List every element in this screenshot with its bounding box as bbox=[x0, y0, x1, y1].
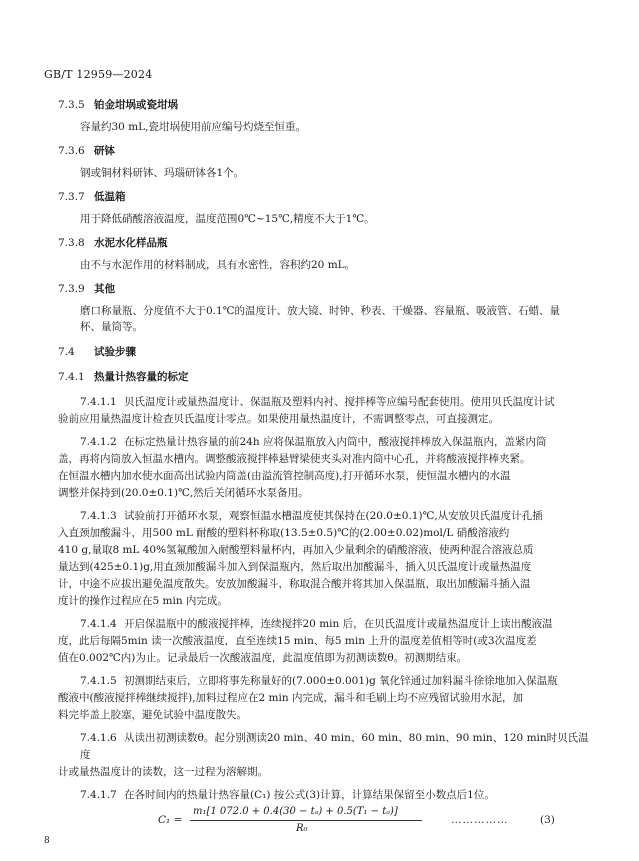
paragraph-line bbox=[58, 451, 598, 468]
fraction-bar bbox=[190, 820, 422, 821]
paragraph-line bbox=[58, 650, 598, 667]
procedure-paragraph bbox=[58, 508, 598, 610]
section-body-line: 钢或铜材料研钵、玛瑙研钵各1个。 bbox=[80, 167, 245, 179]
paragraph-line bbox=[58, 468, 598, 485]
paragraph-text: 酸液中(酸液搅拌棒继续搅拌),加料过程应在2 min 内完成，漏斗和毛刷上均不应残留试验用水泥，加 bbox=[58, 692, 523, 704]
paragraph-text: 从读出初测读数θ。起分别测读20 min、40 min、60 min、80 min、90 min、120 min时贝氏温度 bbox=[80, 732, 589, 761]
paragraph-line bbox=[58, 616, 598, 633]
procedure-paragraph bbox=[58, 616, 598, 667]
section-number: 7.3.5 bbox=[58, 99, 85, 111]
paragraph-number: 7.4.1.5 bbox=[80, 675, 117, 687]
subsection-title: 热量计热容量的标定 bbox=[94, 371, 189, 383]
paragraph-number: 7.4.1.7 bbox=[80, 789, 117, 801]
standard-number: GB/T 12959—2024 bbox=[44, 68, 153, 81]
paragraph-text: 盖，再将内筒放入恒温水槽内。调整酸液搅拌棒悬臂梁使夹头对准内筒中心孔，并将酸液搅拌棒夹紧。 bbox=[58, 453, 531, 465]
procedure-paragraph bbox=[58, 434, 598, 502]
section-heading bbox=[58, 144, 598, 159]
paragraph-number: 7.4.1.1 bbox=[80, 396, 117, 408]
paragraph-text: 在标定热量计热容量的前24h 应将保温瓶放入内筒中，酸液搅拌棒放入保温瓶内，盖紧内筒 bbox=[124, 436, 547, 448]
paragraph-text: 入直颈加酸漏斗，用500 mL 耐酸的塑料杯称取(13.5±0.5)℃的(2.00±0.02)mol/L 硝酸溶液约 bbox=[58, 527, 510, 539]
section-body-line: 磨口称量瓶、分度值不大于0.1℃的温度计、放大镜、时钟、秒表、干燥器、容量瓶、吸液管、石蜡、量 bbox=[80, 305, 560, 317]
section-title: 水泥水化样品瓶 bbox=[94, 237, 168, 249]
formula-leader-dots: …………… bbox=[451, 814, 509, 826]
paragraph-text: 量达到(425±0.1)g,用直颈加酸漏斗加入到保温瓶内，然后取出加酸漏斗，插入贝氏温度计或量热温度 bbox=[58, 561, 532, 573]
paragraph-line bbox=[58, 673, 598, 690]
page-number: 8 bbox=[44, 836, 50, 846]
procedure-paragraph bbox=[58, 730, 598, 781]
paragraph-line bbox=[58, 508, 598, 525]
section-title: 其他 bbox=[94, 283, 115, 295]
paragraph-text: 410 g,量取8 mL 40%氢氟酸加入耐酸塑料量杯内，再加入少量剩余的硝酸溶液，使两种混合溶液总质 bbox=[58, 544, 534, 556]
section-heading bbox=[58, 345, 598, 360]
section-heading bbox=[58, 98, 598, 113]
paragraph-line bbox=[58, 559, 598, 576]
procedure-paragraph bbox=[58, 787, 598, 804]
section-heading bbox=[58, 190, 598, 205]
paragraph-text: 初测期结束后，立即将事先称量好的(7.000±0.001)g 氧化锌通过加料漏斗徐徐地加入保温瓶 bbox=[124, 675, 558, 687]
paragraph-line bbox=[58, 485, 598, 502]
paragraph-line bbox=[58, 787, 598, 804]
equipment-sections bbox=[58, 98, 598, 335]
paragraph-text: 在各时间内的热量计热容量(C₁) 按公式(3)计算，计算结果保留至小数点后1位。 bbox=[124, 789, 495, 801]
section-number: 7.3.8 bbox=[58, 237, 85, 249]
equation-number: (3) bbox=[540, 814, 555, 826]
paragraph-line bbox=[58, 633, 598, 650]
formula-3 bbox=[58, 806, 598, 840]
section-title: 试验步骤 bbox=[94, 346, 136, 358]
paragraph-number: 7.4.1.6 bbox=[80, 732, 117, 744]
paragraph-line bbox=[58, 394, 598, 411]
section-body-line: 由不与水泥作用的材料制成，具有水密性，容积约20 mL。 bbox=[80, 259, 356, 271]
paragraph-number: 7.4.1.4 bbox=[80, 618, 117, 630]
paragraph-line bbox=[58, 593, 598, 610]
paragraph-text: 在恒温水槽内加水使水面高出试验内筒盖(由溢流管控制高度),打开循环水泵，使恒温水槽内的水温 bbox=[58, 470, 511, 482]
paragraph-line bbox=[58, 542, 598, 559]
paragraph-text: 试验前打开循环水泵，观察恒温水槽温度使其保持在(20.0±0.1)℃,从安放贝氏温度计孔插 bbox=[124, 510, 543, 522]
procedure-paragraph bbox=[58, 673, 598, 724]
paragraph-number: 7.4.1.3 bbox=[80, 510, 117, 522]
subsection-number: 7.4.1 bbox=[58, 371, 85, 383]
paragraph-text: 验前应用量热温度计检查贝氏温度计零点。如果使用量热温度计，不需调整零点，可直接测定。 bbox=[58, 413, 499, 425]
formula-lhs: C₁ = bbox=[158, 814, 183, 826]
section-number: 7.3.6 bbox=[58, 145, 85, 157]
section-body-line: 容量约30 mL,瓷坩埚使用前应编号灼烧至恒重。 bbox=[80, 121, 306, 133]
section-heading bbox=[58, 236, 598, 251]
section-title: 铂金坩埚或瓷坩埚 bbox=[94, 99, 178, 111]
paragraph-text: 开启保温瓶中的酸液搅拌棒，连续搅拌20 min 后，在贝氏温度计或量热温度计上读出酸液温 bbox=[124, 618, 553, 630]
procedure-paragraph bbox=[58, 394, 598, 428]
paragraph-text: 料完毕盖上胶塞，避免试验中温度散失。 bbox=[58, 709, 247, 721]
paragraph-line bbox=[58, 411, 598, 428]
section-title: 研钵 bbox=[94, 145, 115, 157]
paragraph-line bbox=[58, 576, 598, 593]
paragraph-text: 计，中途不应拔出避免温度散失。安放加酸漏斗，称取混合酸并将其加入保温瓶，取出加酸漏斗插入温 bbox=[58, 578, 531, 590]
formula-denominator: R₀ bbox=[296, 823, 308, 834]
subsection-heading bbox=[58, 370, 598, 385]
section-number: 7.3.9 bbox=[58, 283, 85, 295]
section-body-line: 用于降低硝酸溶液温度，温度范围0℃~15℃,精度不大于1℃。 bbox=[80, 213, 375, 225]
paragraph-text: 调整并保持到(20.0±0.1)℃,然后关闭循环水泵备用。 bbox=[58, 487, 309, 499]
paragraph-text: 值在0.002℃内)为止。记录最后一次酸液温度，此温度值即为初测读数θ。初测期结束。 bbox=[58, 652, 468, 664]
paragraph-line bbox=[58, 434, 598, 451]
formula-numerator: m₁[1 072.0 + 0.4(30 − tₐ) + 0.5(T₁ − tₐ)] bbox=[193, 806, 398, 817]
paragraph-line bbox=[58, 690, 598, 707]
paragraph-number: 7.4.1.2 bbox=[80, 436, 117, 448]
page-content bbox=[58, 98, 598, 840]
paragraph-text: 贝氏温度计或量热温度计、保温瓶及塑料内衬、搅拌棒等应编号配套使用。使用贝氏温度计试 bbox=[124, 396, 555, 408]
paragraph-line bbox=[58, 525, 598, 542]
paragraph-text: 计或量热温度计的读数，这一过程为溶解期。 bbox=[58, 766, 268, 778]
paragraph-text: 度计的操作过程应在5 min 内完成。 bbox=[58, 595, 228, 607]
section-number: 7.3.7 bbox=[58, 191, 85, 203]
paragraph-text: 度，此后每隔5min 读一次酸液温度，直至连续15 min、每5 min 上升的温度差值相等时(或3次温度差 bbox=[58, 635, 537, 647]
section-body-line: 杯、量筒等。 bbox=[80, 321, 143, 333]
procedure-paragraphs bbox=[58, 394, 598, 804]
section-title: 低温箱 bbox=[94, 191, 126, 203]
paragraph-line bbox=[58, 730, 598, 764]
paragraph-line bbox=[58, 707, 598, 724]
section-heading bbox=[58, 282, 598, 297]
section-number: 7.4 bbox=[58, 346, 75, 358]
paragraph-line bbox=[58, 764, 598, 781]
